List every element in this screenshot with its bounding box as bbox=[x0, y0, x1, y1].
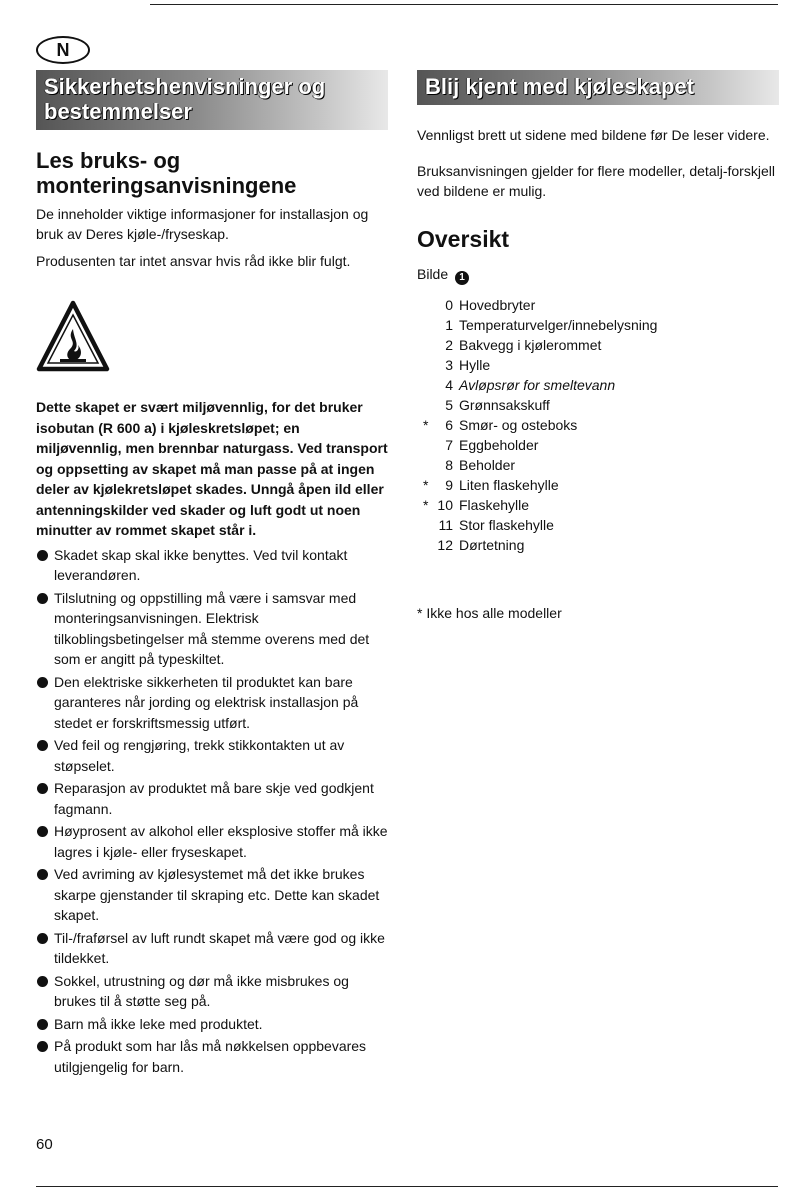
parts-list-item bbox=[423, 475, 779, 495]
intro-paragraph: Produsenten tar intet ansvar hvis råd ikke blir fulgt. bbox=[36, 253, 351, 269]
part-number: 10 bbox=[437, 497, 453, 513]
parts-list-item bbox=[429, 375, 779, 395]
part-label: Bakvegg i kjølerommet bbox=[459, 337, 602, 353]
part-label: Eggbeholder bbox=[459, 437, 539, 453]
safety-bullet-item: Ved avriming av kjølesystemet må det ikke brukes skarpe gjenstander til skraping etc. Dette kan skadet skapet. bbox=[36, 864, 388, 926]
overview-title: Oversikt bbox=[417, 226, 510, 252]
part-label: Liten flaskehylle bbox=[459, 477, 559, 493]
overview-section-header: Blij kjent med kjøleskapet bbox=[417, 70, 779, 105]
figure-label: Bilde bbox=[417, 266, 449, 282]
safety-bullet-item: Den elektriske sikkerheten til produktet kan bare garanteres når jording og elektrisk installasjon på stedet er forskriftsmessig utført. bbox=[36, 672, 388, 734]
parts-list-item bbox=[429, 335, 779, 355]
intro-paragraph: Vennligst brett ut sidene med bildene før De leser videre. bbox=[417, 127, 770, 143]
footnote: * Ikke hos alle modeller bbox=[417, 605, 562, 621]
read-instructions-title: Les bruks- og monteringsanvisningene bbox=[36, 148, 297, 198]
parts-list bbox=[417, 295, 779, 555]
safety-bullet-item: Ved feil og rengjøring, trekk stikkontakten ut av støpselet. bbox=[36, 735, 388, 776]
isobutane-warning: Dette skapet er svært miljøvennlig, for det bruker isobutan (R 600 a) i kjøleskretsløpet; en miljøvennlig, men brennbar naturgass. Ved transport og oppsetting av skapet må man passe på at ingen deler av kjølekretsløpet skades. Unngå åpen ild eller antenningskilder ved skader og luft godt ut noen minutter av rommet skapet står i. bbox=[36, 399, 388, 538]
part-label: Hovedbryter bbox=[459, 297, 536, 313]
parts-list-item bbox=[429, 455, 779, 475]
parts-list-item bbox=[429, 515, 779, 535]
bottom-rule bbox=[36, 1186, 778, 1187]
safety-bullets bbox=[36, 545, 388, 1078]
intro-paragraph: Bruksanvisningen gjelder for flere modeller, detalj-forskjell ved bildene er mulig. bbox=[417, 163, 775, 199]
part-number: 9 bbox=[445, 477, 453, 493]
parts-list-item bbox=[429, 295, 779, 315]
optional-marker: * bbox=[423, 497, 429, 513]
part-label: Smør- og osteboks bbox=[459, 417, 578, 433]
part-label: Flaskehylle bbox=[459, 497, 530, 513]
optional-marker: * bbox=[423, 417, 429, 433]
part-number: 11 bbox=[438, 517, 453, 533]
parts-list-item bbox=[429, 395, 779, 415]
part-number: 6 bbox=[445, 417, 453, 433]
safety-bullet-item: Høyprosent av alkohol eller eksplosive stoffer må ikke lagres i kjøle- eller fryseskapet. bbox=[36, 821, 388, 862]
safety-bullet-item: Reparasjon av produktet må bare skje ved godkjent fagmann. bbox=[36, 778, 388, 819]
part-number: 0 bbox=[445, 297, 453, 313]
safety-bullet-item: Tilslutning og oppstilling må være i samsvar med monteringsanvisningen. Elektrisk tilkoblingsbetingelser må stemme overens med det som er angitt på typeskiltet. bbox=[36, 588, 388, 670]
part-label: Beholder bbox=[459, 457, 516, 473]
part-label: Dørtetning bbox=[459, 537, 525, 553]
parts-list-item bbox=[429, 535, 779, 555]
part-number: 5 bbox=[445, 397, 453, 413]
safety-bullet-item: Til-/fraførsel av luft rundt skapet må være god og ikke tildekket. bbox=[36, 928, 388, 969]
safety-bullet-item: Skadet skap skal ikke benyttes. Ved tvil kontakt leverandøren. bbox=[36, 545, 388, 586]
top-rule bbox=[150, 4, 778, 5]
part-label: Temperaturvelger/innebelysning bbox=[459, 317, 658, 333]
part-number: 8 bbox=[445, 457, 453, 473]
left-intro bbox=[36, 204, 388, 271]
parts-list-item bbox=[429, 315, 779, 335]
part-number: 3 bbox=[445, 357, 453, 373]
part-number: 1 bbox=[445, 317, 453, 333]
part-number: 7 bbox=[445, 437, 453, 453]
safety-bullet-item: På produkt som har lås må nøkkelsen oppbevares utilgjengelig for barn. bbox=[36, 1036, 388, 1077]
part-label: Stor flaskehylle bbox=[459, 517, 554, 533]
parts-list-item bbox=[429, 355, 779, 375]
flammable-warning-icon bbox=[36, 299, 110, 373]
part-label: Avløpsrør for smeltevann bbox=[459, 377, 616, 393]
page-number: 60 bbox=[36, 1136, 53, 1153]
optional-marker: * bbox=[423, 477, 429, 493]
left-column bbox=[36, 70, 388, 1079]
intro-paragraph: De inneholder viktige informasjoner for installasjon og bruk av Deres kjøle-/fryseskap. bbox=[36, 206, 369, 242]
safety-section-header: Sikkerhetshenvisninger og bestemmelser bbox=[36, 70, 388, 130]
part-label: Hylle bbox=[459, 357, 491, 373]
figure-reference bbox=[417, 266, 779, 285]
safety-bullet-item: Sokkel, utrustning og dør må ikke misbrukes og brukes til å støtte seg på. bbox=[36, 971, 388, 1012]
parts-list-item bbox=[423, 415, 779, 435]
part-number: 4 bbox=[445, 377, 453, 393]
parts-list-item bbox=[423, 495, 779, 515]
safety-bullet-item: Barn må ikke leke med produktet. bbox=[36, 1014, 388, 1035]
parts-list-item bbox=[429, 435, 779, 455]
right-intro bbox=[417, 125, 779, 201]
part-number: 12 bbox=[437, 537, 453, 553]
figure-number-badge: 1 bbox=[455, 271, 469, 285]
part-number: 2 bbox=[445, 337, 453, 353]
language-badge: N bbox=[36, 36, 90, 64]
right-column bbox=[417, 70, 779, 621]
part-label: Grønnsakskuff bbox=[459, 397, 550, 413]
